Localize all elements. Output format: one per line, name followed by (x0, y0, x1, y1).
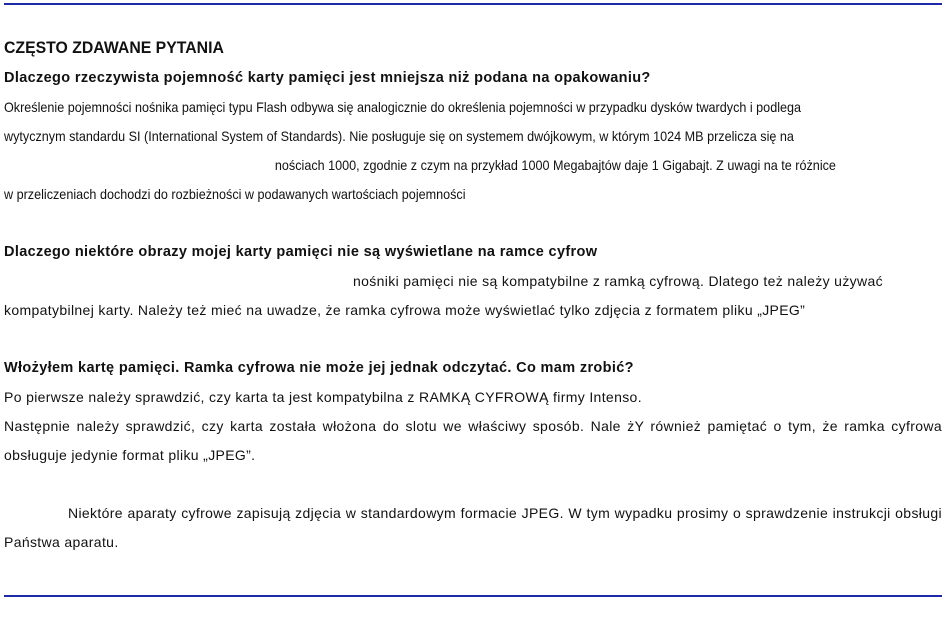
faq-page (4, 36, 942, 557)
question-capacity: Dlaczego rzeczywista pojemność karty pamięci jest mniejsza niż podana na opakowaniu? (4, 70, 651, 86)
answer-card-line-1: Po pierwsze należy sprawdzić, czy karta ta jest kompatybilna z RAMKĄ CYFROWĄ firmy Intenso. (4, 389, 642, 405)
top-divider (4, 3, 942, 5)
answer-card-paragraph: Następnie należy sprawdzić, czy karta została włożona do slotu we właściwy sposób. Nale żY również pamiętać o tym, że ramka cyfrowa obsługuje jedynie format pliku „JPEG”. (4, 418, 942, 463)
answer-capacity-line-2: wytycznym standardu SI (International System of Standards). Nie posługuje się on systemem dwójkowym, w którym 1024 MB przelicza się na (4, 128, 794, 144)
answer-capacity-line-4: w przeliczeniach dochodzi do rozbieżności w podawanych wartościach pojemności (4, 186, 466, 202)
bottom-divider (4, 595, 942, 597)
answer-capacity-line-3: nościach 1000, zgodnie z czym na przykład 1000 Megabajtów daje 1 Gigabajt. Z uwagi na te różnice (274, 157, 836, 173)
answer-capacity-line-1: Określenie pojemności nośnika pamięci typu Flash odbywa się analogicznie do określenia pojemności w przypadku dysków twardych i podlega (4, 99, 802, 115)
question-card-not-read: Włożyłem kartę pamięci. Ramka cyfrowa nie może jej jednak odczytać. Co mam zrobić? (4, 360, 634, 376)
faq-title: CZĘSTO ZDAWANE PYTANIA (4, 38, 224, 57)
answer-images-line-2: kompatybilnej karty. Należy też mieć na uwadze, że ramka cyfrowa może wyświetlać tylko zdjęcia z formatem pliku „JPEG” (4, 302, 806, 318)
question-images-not-shown: Dlaczego niektóre obrazy mojej karty pamięci nie są wyświetlane na ramce cyfrow (4, 244, 598, 260)
camera-note-paragraph: Niektóre aparaty cyfrowe zapisują zdjęcia w standardowym formacie JPEG. W tym wypadku prosimy o sprawdzenie instrukcji obsługi Państwa aparatu. (4, 505, 942, 550)
answer-images-line-1: nośniki pamięci nie są kompatybilne z ramką cyfrową. Dlatego też należy używać (353, 273, 883, 289)
